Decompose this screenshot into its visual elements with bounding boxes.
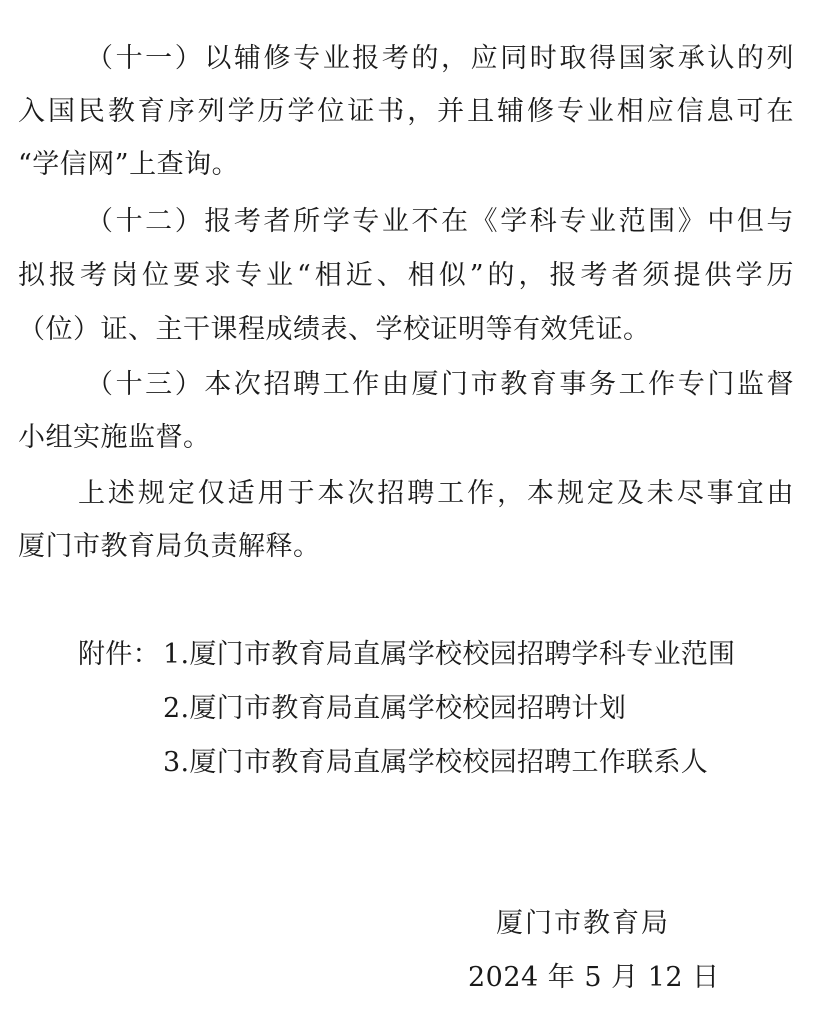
paragraph-13-line-1: （十三）本次招聘工作由厦门市教育事务工作专门监督 xyxy=(86,369,794,400)
attachment-item-1: 1.厦门市教育局直属学校校园招聘学科专业范围 xyxy=(163,639,736,670)
paragraph-13-line-2: 小组实施监督。 xyxy=(18,422,211,453)
paragraph-12-line-2: 拟报考岗位要求专业“相近、相似”的，报考者须提供学历 xyxy=(18,260,794,291)
paragraph-11-line-1: （十一）以辅修专业报考的，应同时取得国家承认的列 xyxy=(86,43,794,74)
paragraph-12-line-1: （十二）报考者所学专业不在《学科专业范围》中但与 xyxy=(86,206,794,237)
attachment-item-3: 3.厦门市教育局直属学校校园招聘工作联系人 xyxy=(163,747,709,778)
attachment-item-2: 2.厦门市教育局直属学校校园招聘计划 xyxy=(163,693,627,724)
paragraph-11-line-3: “学信网”上查询。 xyxy=(18,149,240,180)
signature-organization: 厦门市教育局 xyxy=(496,908,670,939)
attachments-label: 附件： xyxy=(78,639,160,670)
signature-date: 2024 年 5 月 12 日 xyxy=(468,962,720,993)
paragraph-14-line-2: 厦门市教育局负责解释。 xyxy=(18,531,321,562)
paragraph-11-line-2: 入国民教育序列学历学位证书，并且辅修专业相应信息可在 xyxy=(18,96,794,127)
paragraph-14-line-1: 上述规定仅适用于本次招聘工作，本规定及未尽事宜由 xyxy=(78,478,794,509)
paragraph-12-line-3: （位）证、主干课程成绩表、学校证明等有效凭证。 xyxy=(18,314,651,345)
